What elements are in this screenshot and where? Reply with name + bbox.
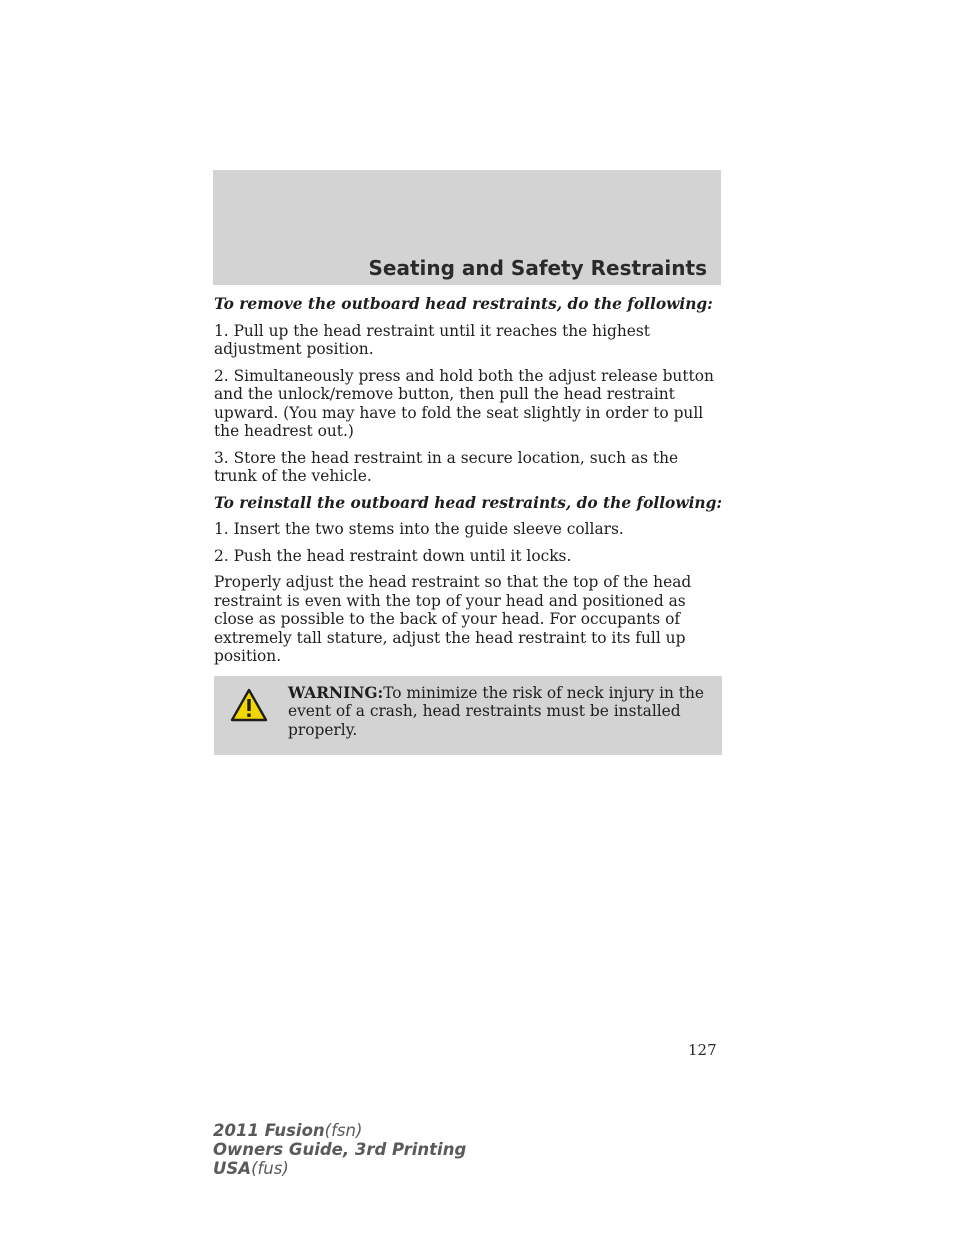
warning-message: To minimize the risk of neck injury in the event of a crash, head restraints must be installed properly. bbox=[288, 683, 705, 739]
reinstall-step-1: 1. Insert the two stems into the guide sleeve collars. bbox=[214, 520, 624, 538]
footer-market-code: (fus) bbox=[251, 1159, 289, 1178]
document-footer bbox=[213, 1121, 466, 1178]
warning-text bbox=[288, 684, 714, 740]
footer-market: USA bbox=[213, 1159, 252, 1178]
section-title: Seating and Safety Restraints bbox=[368, 256, 707, 280]
reinstall-step-2: 2. Push the head restraint down until it locks. bbox=[214, 546, 572, 565]
footer-model-code: (fsn) bbox=[324, 1121, 363, 1140]
warning-box bbox=[214, 676, 722, 756]
warning-label: WARNING: bbox=[288, 683, 384, 702]
footer-line-market bbox=[213, 1159, 466, 1178]
adjust-paragraph: Properly adjust the head restraint so that the top of the head restraint is even with the top of your head and positioned as close as possible to the back of your head. For occupants of extremely tall stature, adjust the head restraint to its full up position. bbox=[214, 573, 692, 665]
warning-triangle-icon bbox=[230, 688, 268, 722]
remove-step-3: 3. Store the head restraint in a secure location, such as the trunk of the vehicle. bbox=[214, 448, 679, 485]
page-number: 127 bbox=[688, 1041, 717, 1059]
footer-guide: Owners Guide, 3rd Printing bbox=[213, 1140, 467, 1159]
footer-line-model bbox=[213, 1121, 466, 1140]
footer-model: 2011 Fusion bbox=[213, 1121, 325, 1140]
section-header-band bbox=[213, 170, 721, 285]
page-content bbox=[214, 295, 724, 755]
remove-intro: To remove the outboard head restraints, do the following: bbox=[214, 295, 713, 313]
footer-line-guide bbox=[213, 1140, 466, 1159]
remove-step-1: 1. Pull up the head restraint until it reaches the highest adjustment position. bbox=[214, 321, 650, 358]
reinstall-intro: To reinstall the outboard head restraints, do the following: bbox=[214, 493, 723, 512]
remove-step-2: 2. Simultaneously press and hold both the adjust release button and the unlock/remove button, then pull the head restraint upward. (You may have to fold the seat slightly in order to pull the headrest out.) bbox=[214, 366, 714, 440]
